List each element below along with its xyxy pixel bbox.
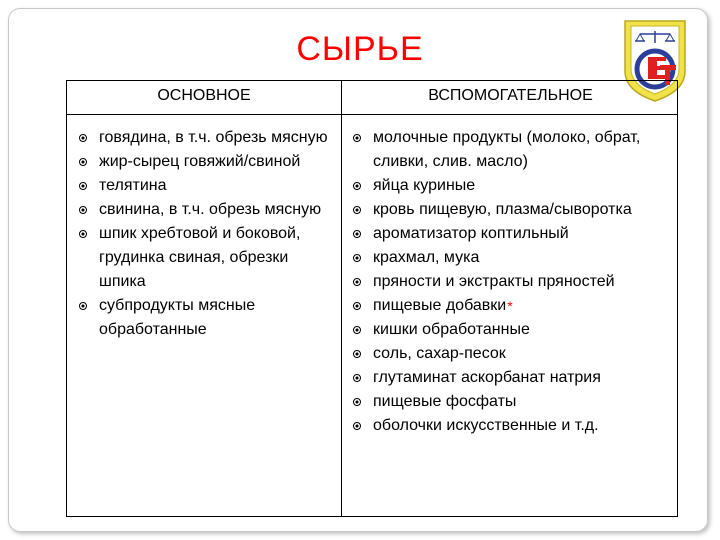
main-materials-list: [77, 126, 333, 342]
list-item: кишки обработанные: [351, 318, 677, 342]
list-item: крахмал, мука: [351, 246, 677, 270]
auxiliary-column-header: ВСПОМОГАТЕЛЬНОЕ: [428, 87, 593, 104]
list-item-text: пищевые добавки: [373, 297, 507, 314]
asterisk-marker: *: [507, 298, 513, 314]
column-divider: [341, 81, 342, 516]
list-item: оболочки искусственные и т.д.: [351, 414, 677, 438]
list-item: ароматизатор коптильный: [351, 222, 677, 246]
raw-materials-table: [66, 80, 678, 517]
list-item: шпик хребтовой и боковой, грудинка свиная, обрезки шпика: [77, 222, 333, 294]
main-column-header: ОСНОВНОЕ: [157, 87, 251, 104]
list-item: субпродукты мясные обработанные: [77, 294, 333, 342]
list-item: говядина, в т.ч. обрезь мясную: [77, 126, 333, 150]
list-item: молочные продукты (молоко, обрат, сливки, слив. масло): [351, 126, 677, 174]
list-item: соль, сахар-песок: [351, 342, 677, 366]
list-item: яйца куриные: [351, 174, 677, 198]
slide-title: СЫРЬЕ: [296, 30, 424, 68]
list-item: кровь пищевую, плазма/сыворотка: [351, 198, 677, 222]
auxiliary-materials-list: [351, 126, 677, 438]
list-item: пищевые фосфаты: [351, 390, 677, 414]
list-item: свинина, в т.ч. обрезь мясную: [77, 198, 333, 222]
header-divider: [67, 114, 677, 115]
list-item: пряности и экстракты пряностей: [351, 270, 677, 294]
list-item: жир-сырец говяжий/свиной: [77, 150, 333, 174]
list-item: телятина: [77, 174, 333, 198]
list-item: глутаминат аскорбанат натрия: [351, 366, 677, 390]
list-item-food-additives: [351, 294, 677, 318]
